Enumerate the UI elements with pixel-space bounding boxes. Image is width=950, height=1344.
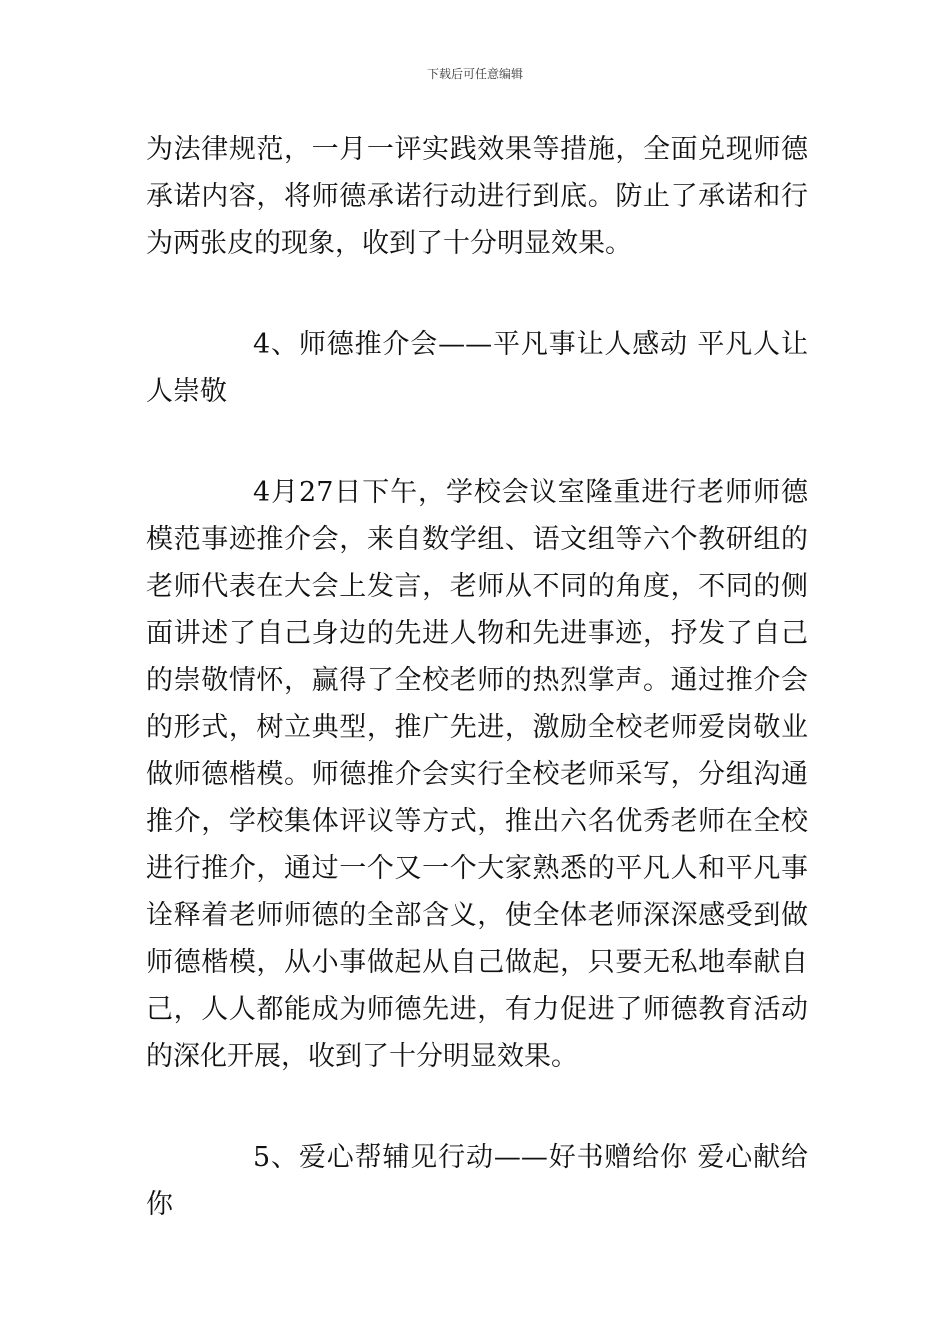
section-heading-4: 4、师德推介会——平凡事让人感动 平凡人让人崇敬 bbox=[146, 329, 808, 407]
document-body bbox=[146, 126, 808, 1228]
paragraph-section-4: 4月27日下午，学校会议室隆重进行老师师德模范事迹推介会，来自数学组、语文组等六个教研组的老师代表在大会上发言，老师从不同的角度，不同的侧面讲述了自己身边的先进人物和先进事迹，抒发了自己的崇敬情怀，赢得了全校老师的热烈掌声。通过推介会的形式，树立典型，推广先进，激励全校老师爱岗敬业做师德楷模。师德推介会实行全校老师采写，分组沟通推介，学校集体评议等方式，推出六名优秀老师在全校进行推介，通过一个又一个大家熟悉的平凡人和平凡事诠释着老师师德的全部含义，使全体老师深深感受到做师德楷模，从小事做起从自己做起，只要无私地奉献自己，人人都能成为师德先进，有力促进了师德教育活动的深化开展，收到了十分明显效果。 bbox=[146, 477, 808, 1072]
section-heading-5: 5、爱心帮辅见行动——好书赠给你 爱心献给你 bbox=[146, 1142, 808, 1220]
page-header: 下载后可任意编辑 bbox=[426, 67, 523, 81]
paragraph-continuation: 为法律规范，一月一评实践效果等措施，全面兑现师德承诺内容，将师德承诺行动进行到底。防止了承诺和行为两张皮的现象，收到了十分明显效果。 bbox=[146, 134, 808, 259]
